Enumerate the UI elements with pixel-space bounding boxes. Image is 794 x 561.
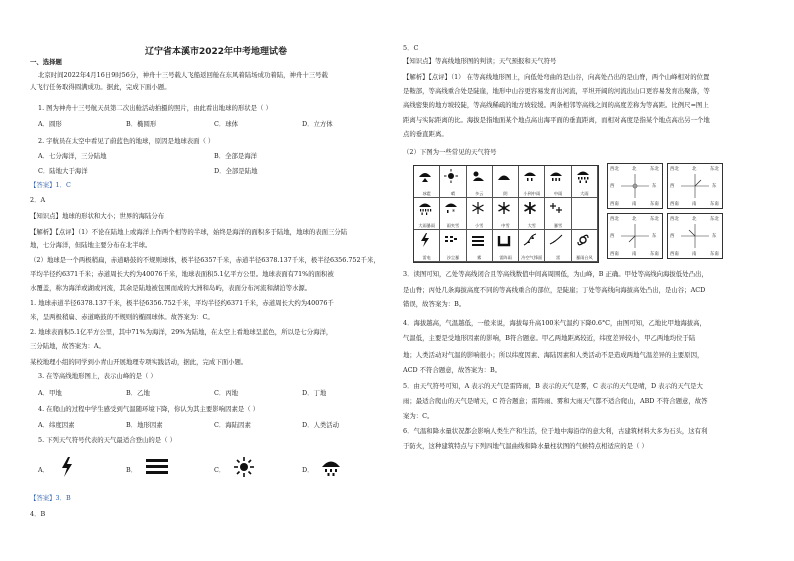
weather-label: 中雨 (553, 191, 563, 196)
weather-label: 暴雨台风 (575, 255, 593, 260)
map-label: 西北 (670, 167, 679, 172)
analysis-line-4: 平均半径约6371千米；赤道周长大约为40076千米，地球表面积5.1亿平方公里。地球表面有71%的面积被 (30, 270, 334, 278)
explain-line-9: 雨；最适合爬山的天气是晴天，C 符合题意；雷阵雨、雾和大雨天气都不适合爬山，ABD 不符合题意，故答 (403, 397, 708, 405)
analysis2-line-6: （2）下图为一些常见的天气符号 (403, 148, 497, 156)
intro2-line-1: 某校地理小组的同学到小青山开展地理专项实践活动，据此，完成下面小题。 (30, 358, 248, 366)
answer-4: 4．B (30, 510, 46, 518)
map-label: 东北 (710, 217, 719, 222)
map-label: 东 (652, 234, 657, 239)
intro-line-1: 北京时间2022年4月16日9时56分，神舟十三号载人飞船返回舱在东风着陆场成功着陆，神舟十三号载 (38, 71, 328, 79)
map-label: 东北 (710, 167, 719, 172)
analysis-line-8: 2. 地球表面积5.1亿平方公里，其中71%为海洋，29%为陆地，在太空上看地球呈蓝色，所以是七分海洋， (30, 328, 333, 336)
explain-line-2: 是山脊；丙处几条海拔高度不同的等高线重合的部位，是陡崖；丁处等高线向海拔高处凸出，是山谷；ACD (403, 286, 706, 294)
analysis-line-3: （2）地球是一个两极稍扁，赤道略鼓的不规则球体，极半径6357千米，赤道半径6378.137千米，极半径6356.752千米， (30, 256, 380, 264)
q2-option-d: D．全部是陆地 (214, 167, 258, 175)
analysis-line-6: 1. 地球赤道半径6378.137千米，极半径6356.752千米，平均半径约6371千米，赤道周长大约为40076千 (30, 299, 334, 307)
weather-symbol-table (413, 165, 599, 263)
map-label: 南 (692, 202, 697, 207)
wind-rose-1 (607, 163, 663, 209)
explain-line-3: 错误，故答案为：B。 (403, 300, 466, 308)
q2-option-a: A．七分海洋，三分陆地 (38, 152, 107, 160)
q5-option-c: C． (214, 466, 226, 474)
empty-cell (572, 198, 598, 230)
weather-label: 阴 (503, 191, 508, 196)
weather-label: 雷 (555, 255, 561, 260)
q2-option-b: B．全部是海洋 (214, 152, 258, 160)
heavy-rain-icon (572, 166, 598, 198)
q1-option-a: A．圆形 (38, 120, 62, 128)
sandstorm-icon (440, 230, 466, 262)
question-2-stem: 2. 宇航员在太空中看见了蔚蓝色的地球，原因是地球表面（ ） (38, 137, 215, 145)
q5-option-b: B． (126, 466, 138, 474)
intro-line-2: 人飞行任务取得圆满成功。据此，完成下面小题。 (30, 83, 171, 91)
map-label: 东北 (650, 167, 659, 172)
explain-line-6: 地；人类活动对气温的影响很小；所以纬度因素、海陆因素和人类活动不是造成两地气温差异的主要原因， (403, 351, 704, 359)
rainstorm-icon (414, 198, 440, 230)
weather-label: 冰雹 (422, 191, 431, 196)
typhoon-icon (572, 230, 598, 262)
question-6-line-2: 于防火，这种建筑特点与下列四地气温曲线和降水量柱状图的气候特点相适应的是（ ） (403, 442, 648, 450)
knowledge-point: 【知识点】地球的形状和大小；世界的海陆分布 (30, 212, 165, 220)
heavy-rain-icon (320, 458, 346, 476)
map-label: 西北 (670, 217, 679, 222)
map-label: 东南 (650, 202, 659, 207)
sunny-icon (234, 457, 260, 475)
moderate-snow-icon (493, 198, 519, 230)
map-label: 西 (670, 234, 675, 239)
map-label: 南 (632, 202, 637, 207)
explain-line-10: 案为：C。 (403, 412, 434, 420)
map-label: 东南 (650, 252, 659, 257)
map-label: 北 (692, 167, 697, 172)
thunderstorm-icon (493, 230, 519, 262)
weather-label: 沙尘暴 (446, 255, 460, 260)
weather-label: 晴 (450, 191, 456, 196)
q3-option-c: C．丙地 (214, 389, 239, 397)
weather-label: 大雨 (580, 191, 589, 196)
map-label: 西 (610, 184, 615, 189)
thunderstorm-lightning-icon (60, 457, 86, 475)
explain-line-7: ACD 不符合题意，故答案为：B。 (403, 366, 502, 374)
wind-rose-2 (667, 163, 723, 209)
analysis2-line-5: 点的垂直距离。 (403, 130, 448, 138)
light-rain-icon (519, 166, 545, 198)
sunny-icon (440, 166, 466, 198)
q3-option-b: B．乙地 (126, 389, 150, 397)
analysis2-line-2: 是鞍部，等高线重合处是陡崖，地形中山谷更容易发育出河流，平坦开阔的河流出山口更容易发育出聚落，等 (403, 87, 710, 95)
q1-option-c: C．球体 (214, 120, 239, 128)
q1-option-d: D．立方体 (302, 120, 333, 128)
map-label: 东北 (650, 217, 659, 222)
analysis-line-1: 【解析】【点评】（1）不论在陆地上或海洋上作两个相等的半球，始终是海洋的面积多于陆地，地球的表面三分陆 (30, 228, 348, 236)
weather-label: 中雪 (501, 223, 510, 228)
map-label: 南 (632, 252, 637, 257)
question-3-stem: 3. 在等高线地形图上，表示山峰的是（ ） (38, 372, 157, 380)
q2-option-c: C．陆地大于海洋 (38, 167, 88, 175)
weather-label: 大雪 (527, 223, 536, 228)
map-label: 东南 (710, 202, 719, 207)
analysis-line-9: 三分陆地，故答案为：A。 (30, 342, 105, 350)
svg-text:*: * (452, 209, 456, 215)
map-label: 东南 (710, 252, 719, 257)
map-label: 东 (712, 234, 717, 239)
analysis2-line-3: 高线密集的地方坡较陡，等高线稀疏的地方坡较缓。两条相邻等高线之间的高度差称为等高距。比例尺=图上 (403, 101, 709, 109)
question-5-stem: 5. 下列天气符号代表的天气最适合登山的是（ ） (38, 436, 176, 444)
analysis2-line-1: 【解析】【点评】（1） 在等高线地形图上，向低处弯曲的是山谷，向高处凸出的是山脊，两个山峰相对的位置 (403, 73, 710, 81)
map-label: 西北 (610, 217, 619, 222)
answer-5: 5．C (403, 44, 419, 52)
weather-label: 暴雪 (553, 223, 563, 228)
map-label: 南 (692, 252, 697, 257)
q1-option-b: B．椭圆形 (126, 120, 157, 128)
answer-1: 【答案】1．C (30, 181, 71, 189)
answer-2: 2．A (30, 196, 46, 204)
wind-direction-diagram (607, 163, 725, 261)
map-label: 北 (692, 217, 697, 222)
q4-option-a: A．纬度因素 (38, 421, 75, 429)
map-label: 西 (610, 234, 615, 239)
analysis-line-2: 地，七分海洋，但陆地主要分布在北半球。 (30, 241, 152, 249)
weather-label: 冷空气锋面 (521, 255, 543, 260)
explain-line-5: 气温低，主要是受地形因素的影响，B符合题意。甲乙两地距离较近，纬度差异较小，甲乙两地均位于陆 (403, 334, 696, 342)
weather-label: 小到中雨 (523, 191, 541, 196)
section-heading: 一、选择题 (30, 58, 62, 66)
wind-rose-4 (667, 213, 723, 259)
lightning-icon (414, 230, 440, 262)
light-snow-icon (467, 198, 493, 230)
fog-icon (467, 230, 493, 262)
sleet-icon (440, 198, 466, 230)
map-label: 西南 (610, 202, 619, 207)
map-label: 东 (712, 184, 717, 189)
fog-icon (146, 459, 172, 477)
q5-option-d: D． (302, 466, 314, 474)
weather-label: 雨夹雪 (446, 223, 460, 228)
map-label: 西北 (610, 167, 619, 172)
cold-front-icon (519, 230, 545, 262)
analysis-line-7: 米，呈两极稍扁、赤道略鼓的不规则的椭圆球体。故答案为：C。 (30, 313, 214, 321)
question-4-stem: 4. 在爬山的过程中学生感受到气温随环境下降，你认为其主要影响因素是（ ） (38, 405, 260, 413)
q4-option-c: C．海陆因素 (214, 421, 251, 429)
map-label: 西 (670, 184, 675, 189)
map-label: 西南 (670, 202, 679, 207)
knowledge-point-2: 【知识点】等高线地形图的判读；天气预报和天气符号 (403, 57, 557, 65)
q3-option-a: A．甲地 (38, 389, 62, 397)
map-label: 西南 (610, 252, 619, 257)
q5-option-a: A． (38, 466, 50, 474)
wind-rose-3 (607, 213, 663, 259)
map-label: 西南 (670, 252, 679, 257)
weather-label: 小雪 (475, 223, 484, 228)
map-label: 北 (632, 217, 637, 222)
weather-label: 雷电 (422, 255, 431, 260)
explain-line-8: 5．由天气符号可知，A 表示的天气是雷阵雨，B 表示的天气是雾，C 表示的天气是晴，D 表示的天气是大 (403, 382, 703, 390)
q3-option-d: D．丁地 (302, 389, 327, 397)
moderate-rain-icon (545, 166, 571, 198)
q4-option-d: D．人类活动 (302, 421, 340, 429)
explain-line-1: 3．读图可知，乙处等高线闭合且等高线数值中间高周围低，为山峰，B 正确。甲处等高线向海拔低处凸出， (403, 270, 708, 278)
partly-cloudy-icon (467, 166, 493, 198)
hail-icon (414, 166, 440, 198)
q4-option-b: B．地形因素 (126, 421, 163, 429)
weather-label: 雾 (477, 255, 482, 260)
map-label: 北 (632, 167, 637, 172)
weather-label: 大雨暴雨 (418, 223, 436, 228)
page-title: 辽宁省本溪市2022年中考地理试卷 (145, 47, 288, 57)
overcast-icon (493, 166, 519, 198)
weather-label: 雷阵雨 (499, 255, 512, 260)
answer-3: 【答案】3．B (30, 494, 71, 502)
analysis2-line-4: 距离与实际距离的比。海拔是指地面某个地点高出海平面的垂直距离，而相对高度是指某个地点高出另一个地 (403, 116, 710, 124)
weather-label: 多云 (475, 191, 484, 196)
explain-line-4: 4．海拔越高，气温越低，一般来说，海拔每升高100米气温约下降0.6°C，由图可知，乙地比甲地海拔高， (403, 319, 706, 327)
warm-front-icon (545, 230, 571, 262)
blizzard-icon (545, 198, 571, 230)
heavy-snow-icon (519, 198, 545, 230)
question-1-stem: 1. 图为神舟十三号航天员第二次出舱活动拍摄的照片，由此看出地球的形状是（ ） (38, 104, 272, 112)
map-label: 东 (652, 184, 657, 189)
question-6-line-1: 6．气温和降水量状况都会影响人类生产和生活，位于地中海沿岸的意大利，古建筑材料大多为石头，这有利 (403, 427, 708, 435)
analysis-line-5: 水覆盖，称为海洋或湖或河流，其余是陆地被包围而成的大洲和岛屿，表面分布河流和湖泊等水源。 (30, 284, 312, 292)
